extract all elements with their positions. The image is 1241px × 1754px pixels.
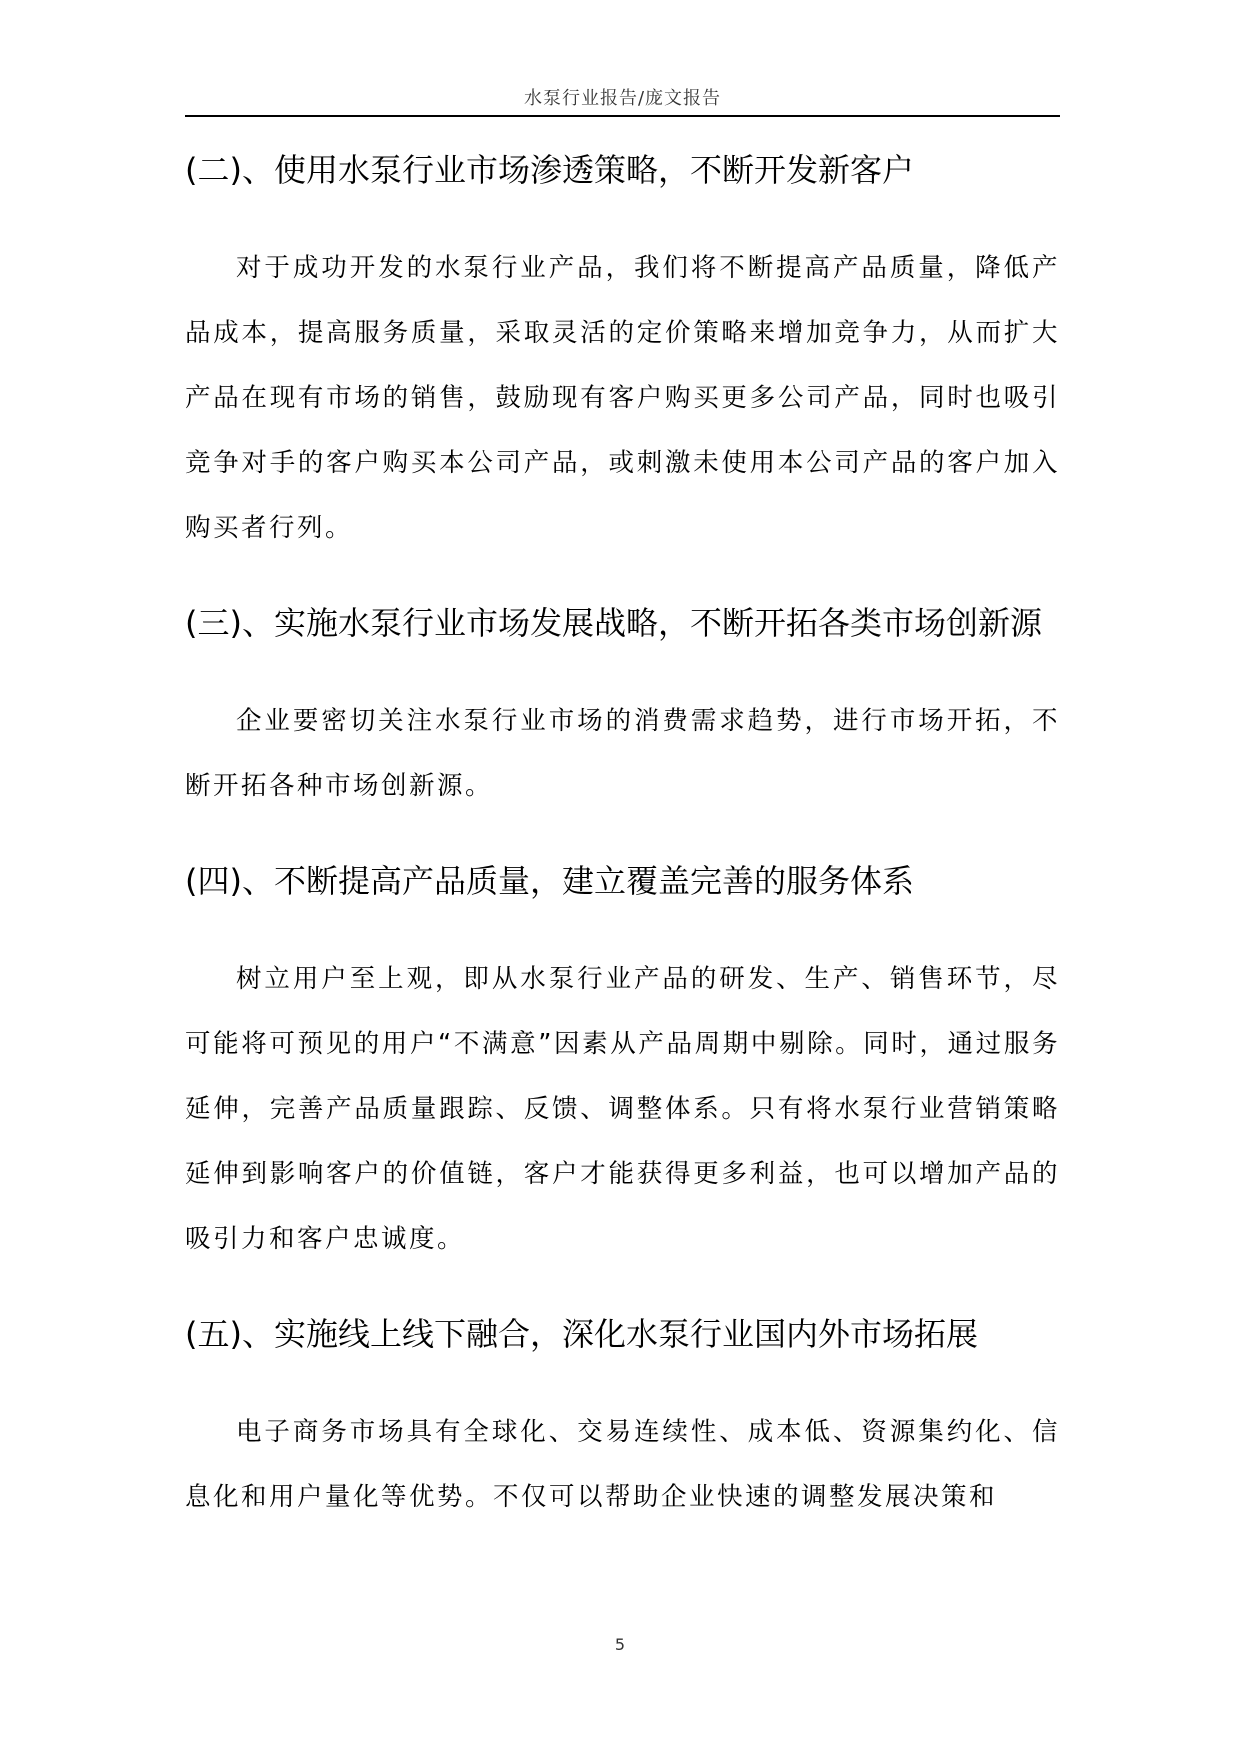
running-header: 水泵行业报告/庞文报告 — [523, 88, 722, 109]
header-divider — [185, 115, 1060, 117]
section-heading-5: (五)、实施线上线下融合，深化水泵行业国内外市场拓展 — [185, 1315, 978, 1353]
section-heading-3: (三)、实施水泵行业市场发展战略，不断开拓各类市场创新源 — [185, 604, 1042, 642]
section-paragraph-4: 树立用户至上观，即从水泵行业产品的研发、生产、销售环节，尽可能将可预见的用户“不满意”因素从产品周期中剔除。同时，通过服务延伸，完善产品质量跟踪、反馈、调整体系。只有将水泵行业营销策略延伸到影响客户的价值链，客户才能获得更多利益，也可以增加产品的吸引力和客户忠诚度。 — [185, 964, 1060, 1254]
section-heading-4: (四)、不断提高产品质量，建立覆盖完善的服务体系 — [185, 862, 914, 900]
page-body — [185, 138, 1060, 1530]
page-number: 5 — [614, 1635, 626, 1654]
section-paragraph-3: 企业要密切关注水泵行业市场的消费需求趋势，进行市场开拓，不断开拓各种市场创新源。 — [185, 706, 1060, 801]
section-heading-2: (二)、使用水泵行业市场渗透策略，不断开发新客户 — [185, 151, 914, 189]
section-paragraph-2: 对于成功开发的水泵行业产品，我们将不断提高产品质量，降低产品成本，提高服务质量，采取灵活的定价策略来增加竞争力，从而扩大产品在现有市场的销售，鼓励现有客户购买更多公司产品，同时也吸引竞争对手的客户购买本公司产品，或刺激未使用本公司产品的客户加入购买者行列。 — [185, 253, 1060, 543]
section-paragraph-5: 电子商务市场具有全球化、交易连续性、成本低、资源集约化、信息化和用户量化等优势。不仅可以帮助企业快速的调整发展决策和 — [185, 1417, 1060, 1512]
